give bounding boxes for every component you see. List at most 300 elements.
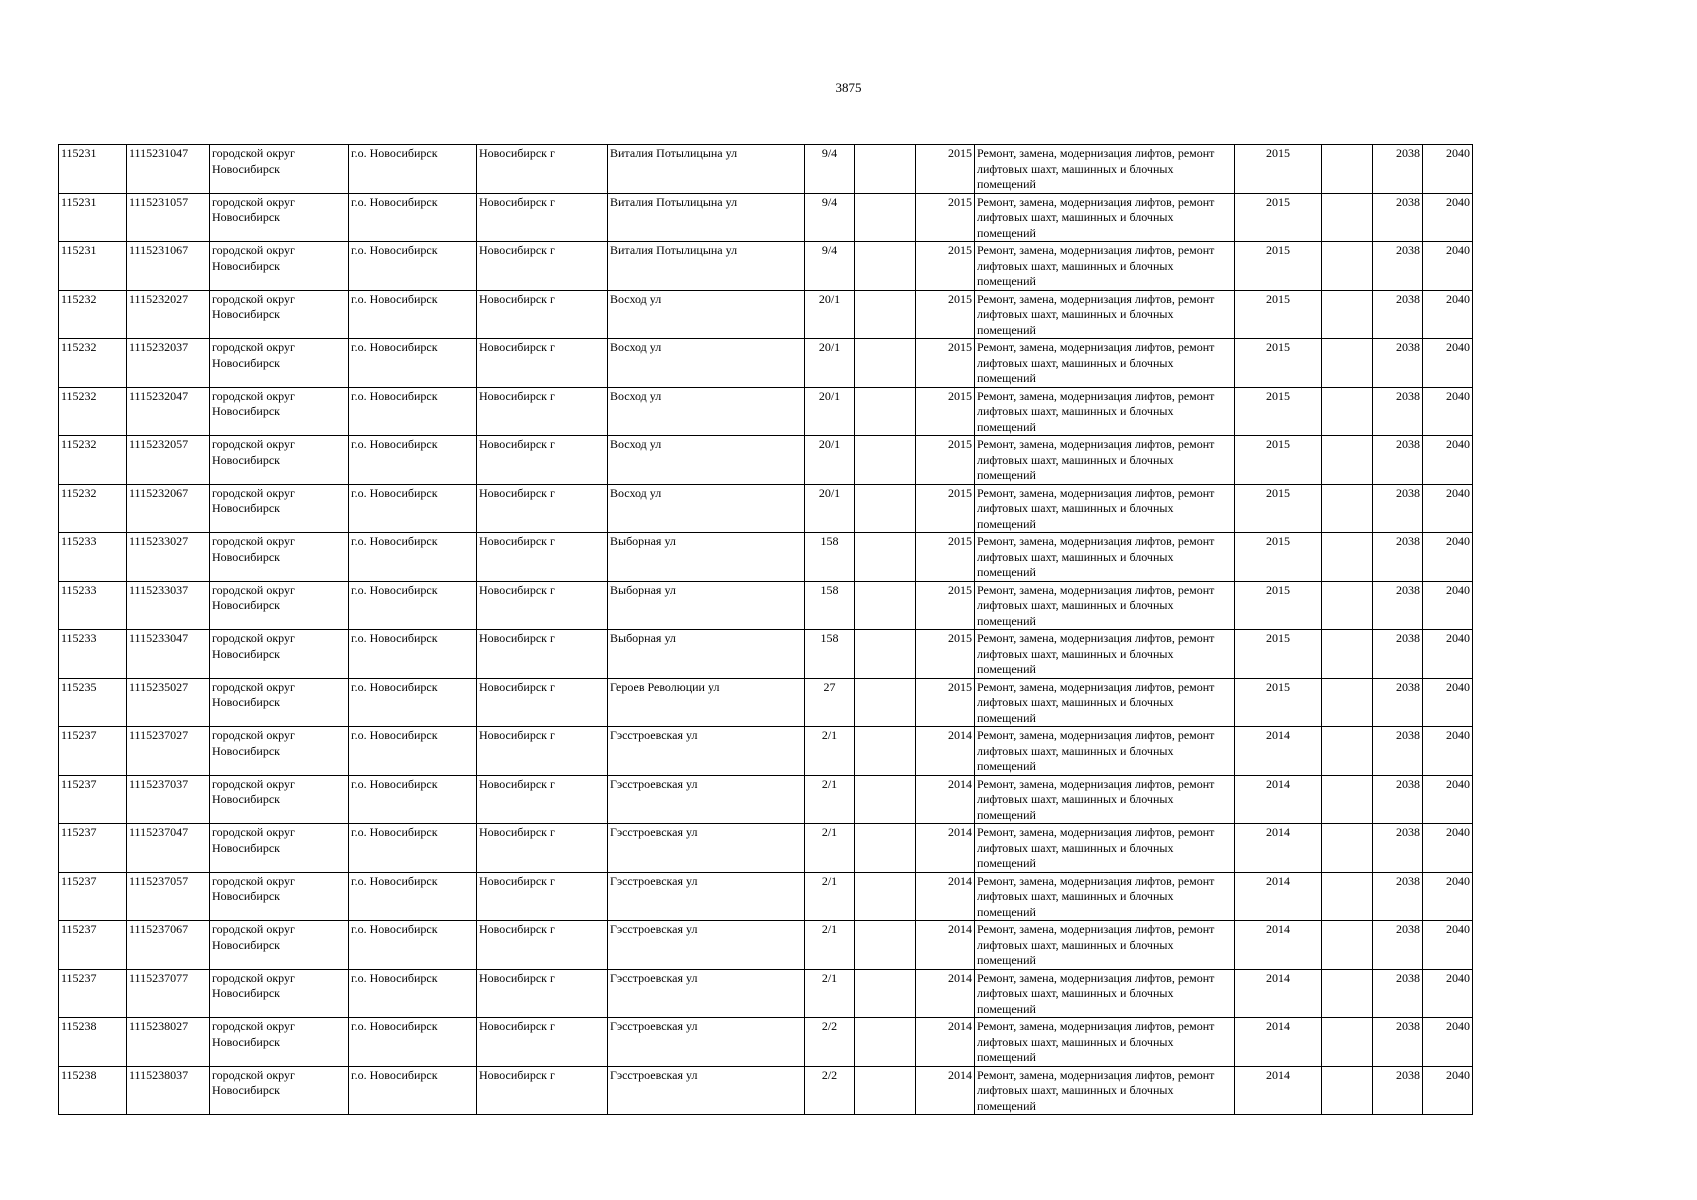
cell-year-planned: 2015 [916,581,975,630]
cell-code: 1115233047 [127,630,210,679]
cell-house: 2/1 [805,921,855,970]
cell-year-to: 2040 [1423,969,1473,1018]
cell-district: городской округ Новосибирск [210,533,349,582]
cell-extra [855,969,916,1018]
cell-year-work: 2014 [1235,1018,1322,1067]
cell-municipality: г.о. Новосибирск [349,727,477,776]
cell-municipality: г.о. Новосибирск [349,678,477,727]
cell-year-work: 2015 [1235,436,1322,485]
cell-work: Ремонт, замена, модернизация лифтов, ремонт лифтовых шахт, машинных и блочных помещений [975,775,1235,824]
cell-city: Новосибирск г [477,193,608,242]
cell-code: 1115237067 [127,921,210,970]
cell-year-to: 2040 [1423,1066,1473,1115]
cell-blank [1322,1018,1373,1067]
cell-work: Ремонт, замена, модернизация лифтов, ремонт лифтовых шахт, машинных и блочных помещений [975,533,1235,582]
cell-work: Ремонт, замена, модернизация лифтов, ремонт лифтовых шахт, машинных и блочных помещений [975,1018,1235,1067]
table-row [59,242,1473,291]
cell-district: городской округ Новосибирск [210,1018,349,1067]
table-row [59,775,1473,824]
cell-city: Новосибирск г [477,533,608,582]
cell-work: Ремонт, замена, модернизация лифтов, ремонт лифтовых шахт, машинных и блочных помещений [975,339,1235,388]
cell-city: Новосибирск г [477,824,608,873]
cell-year-to: 2040 [1423,775,1473,824]
cell-city: Новосибирск г [477,872,608,921]
table-row [59,1066,1473,1115]
cell-district: городской округ Новосибирск [210,872,349,921]
cell-city: Новосибирск г [477,145,608,194]
cell-blank [1322,145,1373,194]
cell-work: Ремонт, замена, модернизация лифтов, ремонт лифтовых шахт, машинных и блочных помещений [975,387,1235,436]
table-row [59,145,1473,194]
cell-year-planned: 2015 [916,533,975,582]
cell-year-work: 2015 [1235,339,1322,388]
cell-house: 2/1 [805,969,855,1018]
table-row [59,387,1473,436]
cell-district: городской округ Новосибирск [210,824,349,873]
cell-year-to: 2040 [1423,145,1473,194]
cell-work: Ремонт, замена, модернизация лифтов, ремонт лифтовых шахт, машинных и блочных помещений [975,678,1235,727]
cell-street: Гэсстроевская ул [608,1066,805,1115]
cell-year-planned: 2015 [916,436,975,485]
table-row [59,193,1473,242]
cell-year-planned: 2015 [916,290,975,339]
cell-year-to: 2040 [1423,339,1473,388]
cell-code: 1115233027 [127,533,210,582]
cell-blank [1322,581,1373,630]
cell-extra [855,290,916,339]
cell-district: городской округ Новосибирск [210,727,349,776]
cell-municipality: г.о. Новосибирск [349,872,477,921]
cell-extra [855,921,916,970]
cell-district: городской округ Новосибирск [210,339,349,388]
cell-year-from: 2038 [1373,533,1423,582]
cell-city: Новосибирск г [477,921,608,970]
cell-year-planned: 2014 [916,824,975,873]
cell-street: Виталия Потылицына ул [608,193,805,242]
cell-id: 115232 [59,290,127,339]
cell-street: Гэсстроевская ул [608,969,805,1018]
cell-id: 115237 [59,727,127,776]
cell-year-to: 2040 [1423,193,1473,242]
cell-house: 158 [805,533,855,582]
cell-extra [855,581,916,630]
cell-extra [855,1018,916,1067]
cell-street: Гэсстроевская ул [608,824,805,873]
cell-house: 20/1 [805,290,855,339]
cell-house: 9/4 [805,145,855,194]
cell-year-to: 2040 [1423,290,1473,339]
cell-municipality: г.о. Новосибирск [349,193,477,242]
cell-municipality: г.о. Новосибирск [349,145,477,194]
cell-district: городской округ Новосибирск [210,387,349,436]
table-row [59,581,1473,630]
cell-work: Ремонт, замена, модернизация лифтов, ремонт лифтовых шахт, машинных и блочных помещений [975,193,1235,242]
cell-street: Гэсстроевская ул [608,727,805,776]
cell-district: городской округ Новосибирск [210,436,349,485]
cell-year-work: 2015 [1235,484,1322,533]
cell-year-work: 2014 [1235,1066,1322,1115]
cell-year-from: 2038 [1373,1018,1423,1067]
cell-street: Восход ул [608,436,805,485]
cell-city: Новосибирск г [477,1018,608,1067]
cell-house: 2/2 [805,1066,855,1115]
cell-id: 115237 [59,969,127,1018]
cell-street: Восход ул [608,387,805,436]
cell-code: 1115232037 [127,339,210,388]
cell-city: Новосибирск г [477,242,608,291]
cell-year-work: 2015 [1235,678,1322,727]
cell-municipality: г.о. Новосибирск [349,1018,477,1067]
cell-year-planned: 2015 [916,242,975,291]
cell-municipality: г.о. Новосибирск [349,824,477,873]
cell-year-from: 2038 [1373,824,1423,873]
cell-year-planned: 2014 [916,872,975,921]
cell-city: Новосибирск г [477,290,608,339]
cell-year-planned: 2014 [916,969,975,1018]
cell-municipality: г.о. Новосибирск [349,484,477,533]
cell-year-to: 2040 [1423,1018,1473,1067]
cell-year-planned: 2014 [916,727,975,776]
cell-year-planned: 2015 [916,339,975,388]
cell-district: городской округ Новосибирск [210,969,349,1018]
cell-code: 1115232067 [127,484,210,533]
cell-year-to: 2040 [1423,630,1473,679]
cell-district: городской округ Новосибирск [210,145,349,194]
cell-street: Гэсстроевская ул [608,1018,805,1067]
cell-id: 115237 [59,921,127,970]
cell-id: 115235 [59,678,127,727]
cell-extra [855,872,916,921]
cell-id: 115233 [59,630,127,679]
cell-year-planned: 2014 [916,1018,975,1067]
cell-id: 115233 [59,533,127,582]
cell-work: Ремонт, замена, модернизация лифтов, ремонт лифтовых шахт, машинных и блочных помещений [975,290,1235,339]
cell-street: Восход ул [608,290,805,339]
cell-municipality: г.о. Новосибирск [349,242,477,291]
cell-id: 115231 [59,193,127,242]
table-row [59,824,1473,873]
cell-blank [1322,1066,1373,1115]
cell-year-planned: 2015 [916,387,975,436]
cell-code: 1115238037 [127,1066,210,1115]
cell-year-planned: 2014 [916,921,975,970]
cell-extra [855,193,916,242]
cell-id: 115231 [59,145,127,194]
cell-blank [1322,775,1373,824]
cell-work: Ремонт, замена, модернизация лифтов, ремонт лифтовых шахт, машинных и блочных помещений [975,581,1235,630]
cell-year-to: 2040 [1423,581,1473,630]
cell-year-work: 2015 [1235,581,1322,630]
cell-blank [1322,872,1373,921]
cell-id: 115237 [59,824,127,873]
cell-id: 115232 [59,436,127,485]
cell-code: 1115232047 [127,387,210,436]
cell-work: Ремонт, замена, модернизация лифтов, ремонт лифтовых шахт, машинных и блочных помещений [975,630,1235,679]
cell-work: Ремонт, замена, модернизация лифтов, ремонт лифтовых шахт, машинных и блочных помещений [975,242,1235,291]
cell-year-planned: 2015 [916,193,975,242]
cell-code: 1115238027 [127,1018,210,1067]
cell-year-from: 2038 [1373,387,1423,436]
cell-municipality: г.о. Новосибирск [349,775,477,824]
cell-year-planned: 2014 [916,1066,975,1115]
cell-work: Ремонт, замена, модернизация лифтов, ремонт лифтовых шахт, машинных и блочных помещений [975,1066,1235,1115]
cell-district: городской округ Новосибирск [210,1066,349,1115]
cell-house: 2/1 [805,872,855,921]
cell-work: Ремонт, замена, модернизация лифтов, ремонт лифтовых шахт, машинных и блочных помещений [975,921,1235,970]
cell-year-planned: 2014 [916,775,975,824]
cell-id: 115232 [59,387,127,436]
cell-extra [855,1066,916,1115]
cell-work: Ремонт, замена, модернизация лифтов, ремонт лифтовых шахт, машинных и блочных помещений [975,727,1235,776]
cell-year-from: 2038 [1373,339,1423,388]
cell-year-to: 2040 [1423,533,1473,582]
cell-house: 20/1 [805,484,855,533]
cell-work: Ремонт, замена, модернизация лифтов, ремонт лифтовых шахт, машинных и блочных помещений [975,969,1235,1018]
cell-code: 1115231057 [127,193,210,242]
cell-year-from: 2038 [1373,630,1423,679]
cell-extra [855,242,916,291]
cell-year-work: 2014 [1235,727,1322,776]
cell-year-to: 2040 [1423,872,1473,921]
cell-year-work: 2014 [1235,921,1322,970]
cell-year-from: 2038 [1373,921,1423,970]
cell-blank [1322,339,1373,388]
cell-district: городской округ Новосибирск [210,484,349,533]
cell-house: 20/1 [805,339,855,388]
cell-city: Новосибирск г [477,484,608,533]
cell-municipality: г.о. Новосибирск [349,630,477,679]
cell-house: 2/1 [805,824,855,873]
cell-house: 2/1 [805,775,855,824]
cell-year-work: 2014 [1235,969,1322,1018]
cell-id: 115237 [59,775,127,824]
cell-municipality: г.о. Новосибирск [349,921,477,970]
cell-house: 9/4 [805,193,855,242]
cell-year-from: 2038 [1373,145,1423,194]
cell-municipality: г.о. Новосибирск [349,436,477,485]
cell-code: 1115237037 [127,775,210,824]
cell-municipality: г.о. Новосибирск [349,581,477,630]
cell-id: 115232 [59,339,127,388]
cell-extra [855,484,916,533]
cell-code: 1115237027 [127,727,210,776]
cell-year-to: 2040 [1423,824,1473,873]
cell-code: 1115237077 [127,969,210,1018]
cell-municipality: г.о. Новосибирск [349,969,477,1018]
cell-work: Ремонт, замена, модернизация лифтов, ремонт лифтовых шахт, машинных и блочных помещений [975,145,1235,194]
cell-district: городской округ Новосибирск [210,678,349,727]
cell-year-from: 2038 [1373,193,1423,242]
cell-street: Виталия Потылицына ул [608,242,805,291]
cell-code: 1115237057 [127,872,210,921]
cell-blank [1322,824,1373,873]
cell-blank [1322,969,1373,1018]
cell-district: городской округ Новосибирск [210,630,349,679]
cell-blank [1322,727,1373,776]
cell-house: 9/4 [805,242,855,291]
table-body [59,145,1473,1115]
cell-extra [855,775,916,824]
cell-house: 20/1 [805,387,855,436]
cell-year-to: 2040 [1423,727,1473,776]
cell-district: городской округ Новосибирск [210,290,349,339]
cell-year-work: 2015 [1235,630,1322,679]
cell-house: 2/2 [805,1018,855,1067]
table-row [59,872,1473,921]
cell-year-from: 2038 [1373,290,1423,339]
cell-city: Новосибирск г [477,1066,608,1115]
cell-extra [855,678,916,727]
cell-municipality: г.о. Новосибирск [349,387,477,436]
cell-city: Новосибирск г [477,727,608,776]
table-row [59,630,1473,679]
cell-house: 158 [805,581,855,630]
table-row [59,1018,1473,1067]
cell-municipality: г.о. Новосибирск [349,533,477,582]
table-row [59,921,1473,970]
cell-year-work: 2015 [1235,193,1322,242]
page-number: 3875 [835,80,862,95]
cell-year-work: 2014 [1235,775,1322,824]
cell-year-planned: 2015 [916,484,975,533]
cell-year-work: 2015 [1235,387,1322,436]
cell-year-work: 2015 [1235,533,1322,582]
cell-district: городской округ Новосибирск [210,193,349,242]
cell-year-to: 2040 [1423,921,1473,970]
cell-house: 27 [805,678,855,727]
cell-extra [855,824,916,873]
cell-street: Восход ул [608,484,805,533]
cell-street: Выборная ул [608,630,805,679]
table-row [59,533,1473,582]
cell-code: 1115231067 [127,242,210,291]
table-row [59,727,1473,776]
cell-blank [1322,484,1373,533]
cell-year-to: 2040 [1423,484,1473,533]
cell-code: 1115233037 [127,581,210,630]
cell-year-work: 2015 [1235,242,1322,291]
cell-id: 115233 [59,581,127,630]
cell-blank [1322,630,1373,679]
cell-blank [1322,290,1373,339]
cell-year-from: 2038 [1373,678,1423,727]
cell-city: Новосибирск г [477,775,608,824]
cell-city: Новосибирск г [477,387,608,436]
cell-id: 115238 [59,1066,127,1115]
cell-street: Восход ул [608,339,805,388]
cell-street: Героев Революции ул [608,678,805,727]
cell-year-work: 2015 [1235,290,1322,339]
cell-municipality: г.о. Новосибирск [349,290,477,339]
table-row [59,436,1473,485]
cell-year-from: 2038 [1373,727,1423,776]
cell-year-planned: 2015 [916,630,975,679]
cell-house: 20/1 [805,436,855,485]
table-row [59,290,1473,339]
cell-year-from: 2038 [1373,969,1423,1018]
cell-district: городской округ Новосибирск [210,775,349,824]
table-row [59,484,1473,533]
cell-id: 115232 [59,484,127,533]
cell-city: Новосибирск г [477,581,608,630]
cell-street: Выборная ул [608,581,805,630]
cell-year-work: 2015 [1235,145,1322,194]
cell-year-to: 2040 [1423,436,1473,485]
cell-extra [855,436,916,485]
cell-year-planned: 2015 [916,678,975,727]
cell-municipality: г.о. Новосибирск [349,339,477,388]
cell-code: 1115231047 [127,145,210,194]
cell-year-planned: 2015 [916,145,975,194]
cell-extra [855,339,916,388]
cell-street: Виталия Потылицына ул [608,145,805,194]
cell-extra [855,533,916,582]
cell-municipality: г.о. Новосибирск [349,1066,477,1115]
cell-year-work: 2014 [1235,872,1322,921]
cell-year-to: 2040 [1423,242,1473,291]
cell-year-from: 2038 [1373,242,1423,291]
cell-year-to: 2040 [1423,387,1473,436]
cell-city: Новосибирск г [477,678,608,727]
cell-street: Выборная ул [608,533,805,582]
cell-year-from: 2038 [1373,1066,1423,1115]
cell-city: Новосибирск г [477,630,608,679]
cell-work: Ремонт, замена, модернизация лифтов, ремонт лифтовых шахт, машинных и блочных помещений [975,436,1235,485]
cell-extra [855,387,916,436]
cell-work: Ремонт, замена, модернизация лифтов, ремонт лифтовых шахт, машинных и блочных помещений [975,824,1235,873]
table-row [59,969,1473,1018]
cell-blank [1322,678,1373,727]
cell-blank [1322,387,1373,436]
table-row [59,678,1473,727]
cell-code: 1115235027 [127,678,210,727]
cell-blank [1322,242,1373,291]
cell-district: городской округ Новосибирск [210,581,349,630]
cell-year-from: 2038 [1373,581,1423,630]
table-row [59,339,1473,388]
cell-house: 2/1 [805,727,855,776]
cell-code: 1115232027 [127,290,210,339]
cell-extra [855,145,916,194]
cell-year-from: 2038 [1373,775,1423,824]
cell-extra [855,727,916,776]
repair-register-table [58,144,1473,1115]
cell-blank [1322,533,1373,582]
cell-work: Ремонт, замена, модернизация лифтов, ремонт лифтовых шахт, машинных и блочных помещений [975,484,1235,533]
cell-code: 1115237047 [127,824,210,873]
cell-year-to: 2040 [1423,678,1473,727]
cell-district: городской округ Новосибирск [210,242,349,291]
cell-work: Ремонт, замена, модернизация лифтов, ремонт лифтовых шахт, машинных и блочных помещений [975,872,1235,921]
cell-year-from: 2038 [1373,484,1423,533]
cell-id: 115237 [59,872,127,921]
cell-house: 158 [805,630,855,679]
cell-blank [1322,921,1373,970]
cell-city: Новосибирск г [477,969,608,1018]
cell-year-work: 2014 [1235,824,1322,873]
cell-street: Гэсстроевская ул [608,921,805,970]
cell-blank [1322,193,1373,242]
cell-id: 115231 [59,242,127,291]
cell-year-from: 2038 [1373,872,1423,921]
cell-code: 1115232057 [127,436,210,485]
cell-street: Гэсстроевская ул [608,775,805,824]
cell-city: Новосибирск г [477,436,608,485]
cell-id: 115238 [59,1018,127,1067]
cell-district: городской округ Новосибирск [210,921,349,970]
cell-street: Гэсстроевская ул [608,872,805,921]
cell-extra [855,630,916,679]
